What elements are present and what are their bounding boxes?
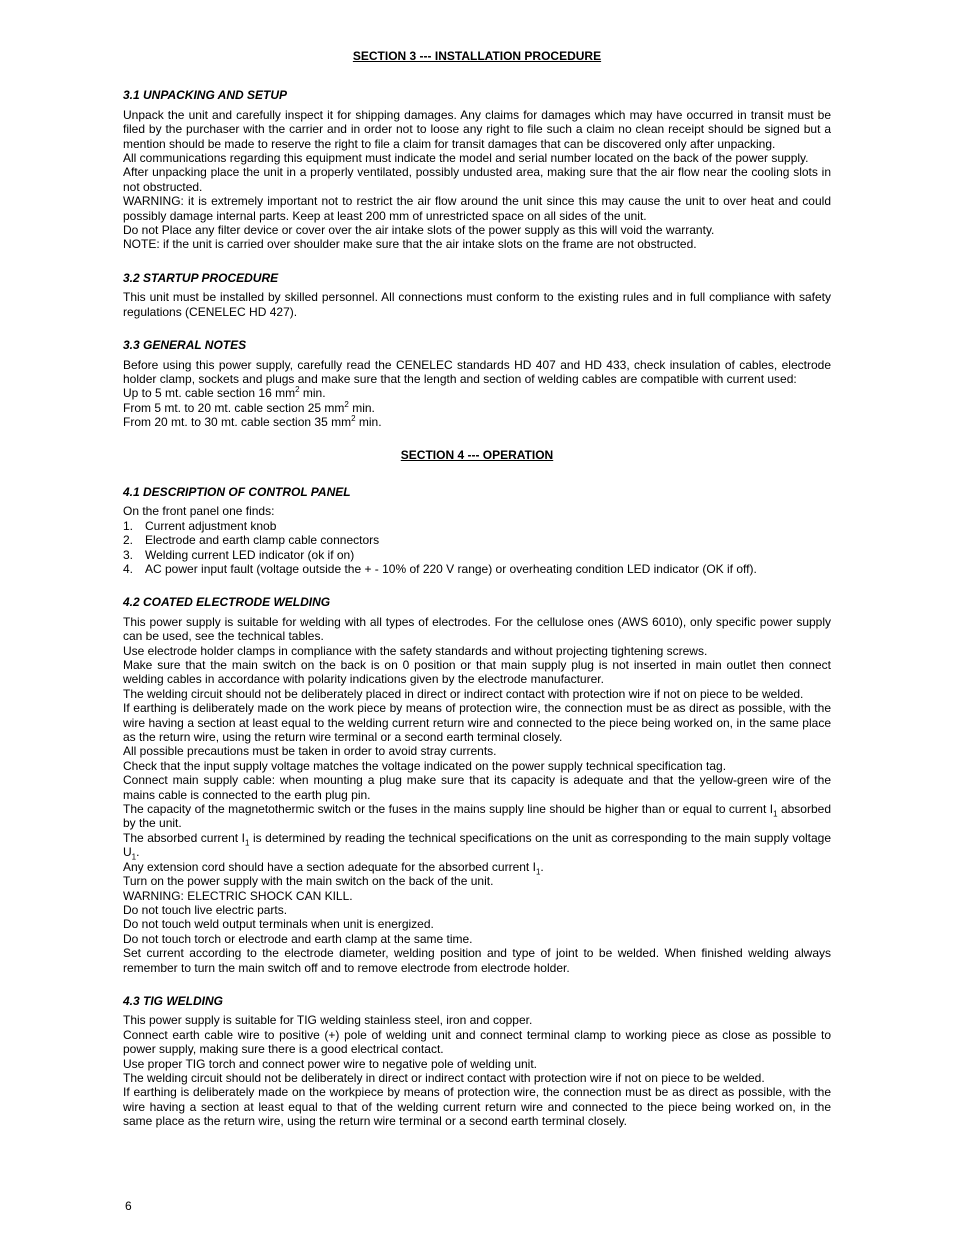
cable-line: From 20 mt. to 30 mt. cable section 35 $mm^2$ min. — [123, 414, 382, 430]
paragraph: This power supply is suitable for welding with all types of electrodes. For the cellulose ones (AWS 6010), only specific power supply can be used, see the technical tables. — [123, 614, 831, 644]
paragraph: Do not touch torch or electrode and earth clamp at the same time. — [123, 931, 473, 946]
paragraph: If earthing is deliberately made on the work piece by means of protection wire, the connection must be as direct as possible, with the wire having a section at least equal to the welding current return wire and connected to the piece being worked on, in the same place as the return wire, using the return wire terminal or a second earth terminal closely. — [123, 701, 831, 745]
paragraph: Before using this power supply, carefully read the CENELEC standards HD 407 and HD 433, check insulation of cables, electrode holder clamp, sockets and plugs and make sure that the length and section of welding cables are compatible with current used: — [123, 357, 831, 386]
warning-text: WARNING: ELECTRIC SHOCK CAN KILL. — [123, 888, 353, 903]
paragraph: Do not touch live electric parts. — [123, 902, 288, 917]
control-panel-list — [123, 519, 831, 577]
list-item: 3. Welding current LED indicator (ok if on) — [123, 547, 355, 562]
list-item: 4. AC power input fault (voltage outside the + - 10% of 220 V range) or overheating condition LED indicator (OK if off). — [123, 561, 757, 576]
subsection-3-1-title: 3.1 UNPACKING AND SETUP — [123, 88, 288, 103]
paragraph: Connect main supply cable: when mounting a plug make sure that its capacity is adequate and that the yellow-green wire of the mains cable is connected to the earth plug pin. — [123, 773, 831, 802]
paragraph: Set current according to the electrode diameter, welding position and type of joint to be welded. When finished welding always remember to turn the main switch off and to remove electrode from electrode holder. — [123, 946, 831, 975]
subsection-3-3-title: 3.3 GENERAL NOTES — [123, 338, 247, 353]
paragraph: This unit must be installed by skilled personnel. All connections must conform to the existing rules and in full compliance with safety regulations (CENELEC HD 427). — [123, 290, 831, 319]
paragraph: Do not touch weld output terminals when unit is energized. — [123, 917, 434, 932]
paragraph: Turn on the power supply with the main switch on the back of the unit. — [123, 874, 494, 889]
paragraph: The capacity of the magnetothermic switch or the fuses in the mains supply line should be higher than or equal to current $I_1$ absorbed by the unit. — [123, 802, 831, 831]
paragraph: On the front panel one finds: — [123, 504, 275, 519]
paragraph: Use electrode holder clamps in compliance with the safety standards and without projecting tightening screws. — [123, 643, 708, 658]
subsection-4-1-title: 4.1 DESCRIPTION OF CONTROL PANEL — [123, 484, 351, 499]
paragraph: After unpacking place the unit in a properly ventilated, possibly undusted area, making sure that the air flow near the cooling slots in not obstructed. — [123, 165, 831, 194]
paragraph: Connect earth cable wire to positive (+) pole of welding unit and connect terminal clamp to working piece as close as possible to power supply, making sure there is a good electrical contact. — [123, 1027, 831, 1057]
paragraph: Unpack the unit and carefully inspect it for shipping damages. Any claims for damages which may have occurred in transit must be filed by the purchaser with the carrier and in order not to loose any right to file such a claim no clean receipt should be signed but a mention should be made to reserve the right to file a claim for transit damages that can be discovered only after unpacking. — [123, 107, 831, 151]
subsection-4-3-title: 4.3 TIG WELDING — [123, 993, 224, 1008]
paragraph: Make sure that the main switch on the back is on 0 position or that main supply plug is not inserted in main outlet then connect welding cables in accordance with polarity indications given by the electrode manufacturer. — [123, 658, 831, 687]
paragraph: The welding circuit should not be deliberately in direct or indirect contact with protection wire if not on piece to be welded. — [123, 1070, 765, 1085]
paragraph: The welding circuit should not be deliberately placed in direct or indirect contact with protection wire if not on piece to be welded. — [123, 686, 804, 701]
page-number: 6 — [125, 1199, 132, 1213]
paragraph: This power supply is suitable for TIG welding stainless steel, iron and copper. — [123, 1013, 533, 1028]
paragraph: WARNING: it is extremely important not to restrict the air flow around the unit since this may cause the unit to over heat and could possibly damage internal parts. Keep at least 200 mm of unrestricted space on all sides of the unit. — [123, 194, 831, 223]
paragraph: Do not Place any filter device or cover over the air intake slots of the power supply as this will void the warranty. — [123, 223, 715, 238]
paragraph: If earthing is deliberately made on the workpiece by means of protection wire, the connection must be as direct as possible, with the wire having a section at least equal to that of the welding current return wire and connected to the piece being worked on, in the same place as the return wire, using the return wire terminal or a second earth terminal closely. — [123, 1085, 831, 1129]
paragraph: NOTE: if the unit is carried over shoulder make sure that the air intake slots on the frame are not obstructed. — [123, 237, 697, 252]
paragraph: Check that the input supply voltage matches the voltage indicated on the power supply technical specification tag. — [123, 758, 727, 773]
subsection-3-2-title: 3.2 STARTUP PROCEDURE — [123, 270, 279, 285]
paragraph: All communications regarding this equipment must indicate the model and serial number located on the back of the power supply. — [123, 151, 809, 166]
cable-line: From 5 mt. to 20 mt. cable section 25 $mm^2$ min. — [123, 399, 375, 415]
paragraph: Any extension cord should have a section adequate for the absorbed current $I_1$. — [123, 859, 544, 877]
paragraph: Use proper TIG torch and connect power wire to negative pole of welding unit. — [123, 1056, 538, 1071]
section-4-title: SECTION 4 --- OPERATION — [400, 447, 554, 462]
section-3-title: SECTION 3 --- INSTALLATION PROCEDURE — [352, 49, 602, 63]
paragraph: The absorbed current $I_1$ is determined by reading the technical specifications on the unit as corresponding to the main supply voltage $U_1$. — [123, 830, 832, 862]
list-item: 1. Current adjustment knob — [123, 518, 277, 533]
subsection-4-2-title: 4.2 COATED ELECTRODE WELDING — [123, 595, 331, 610]
cable-line: Up to 5 mt. cable section 16 $mm^2$ min. — [123, 385, 326, 401]
document-page — [123, 49, 831, 1129]
paragraph: All possible precautions must be taken in order to avoid stray currents. — [123, 744, 497, 759]
list-item: 2. Electrode and earth clamp cable connectors — [123, 533, 380, 548]
